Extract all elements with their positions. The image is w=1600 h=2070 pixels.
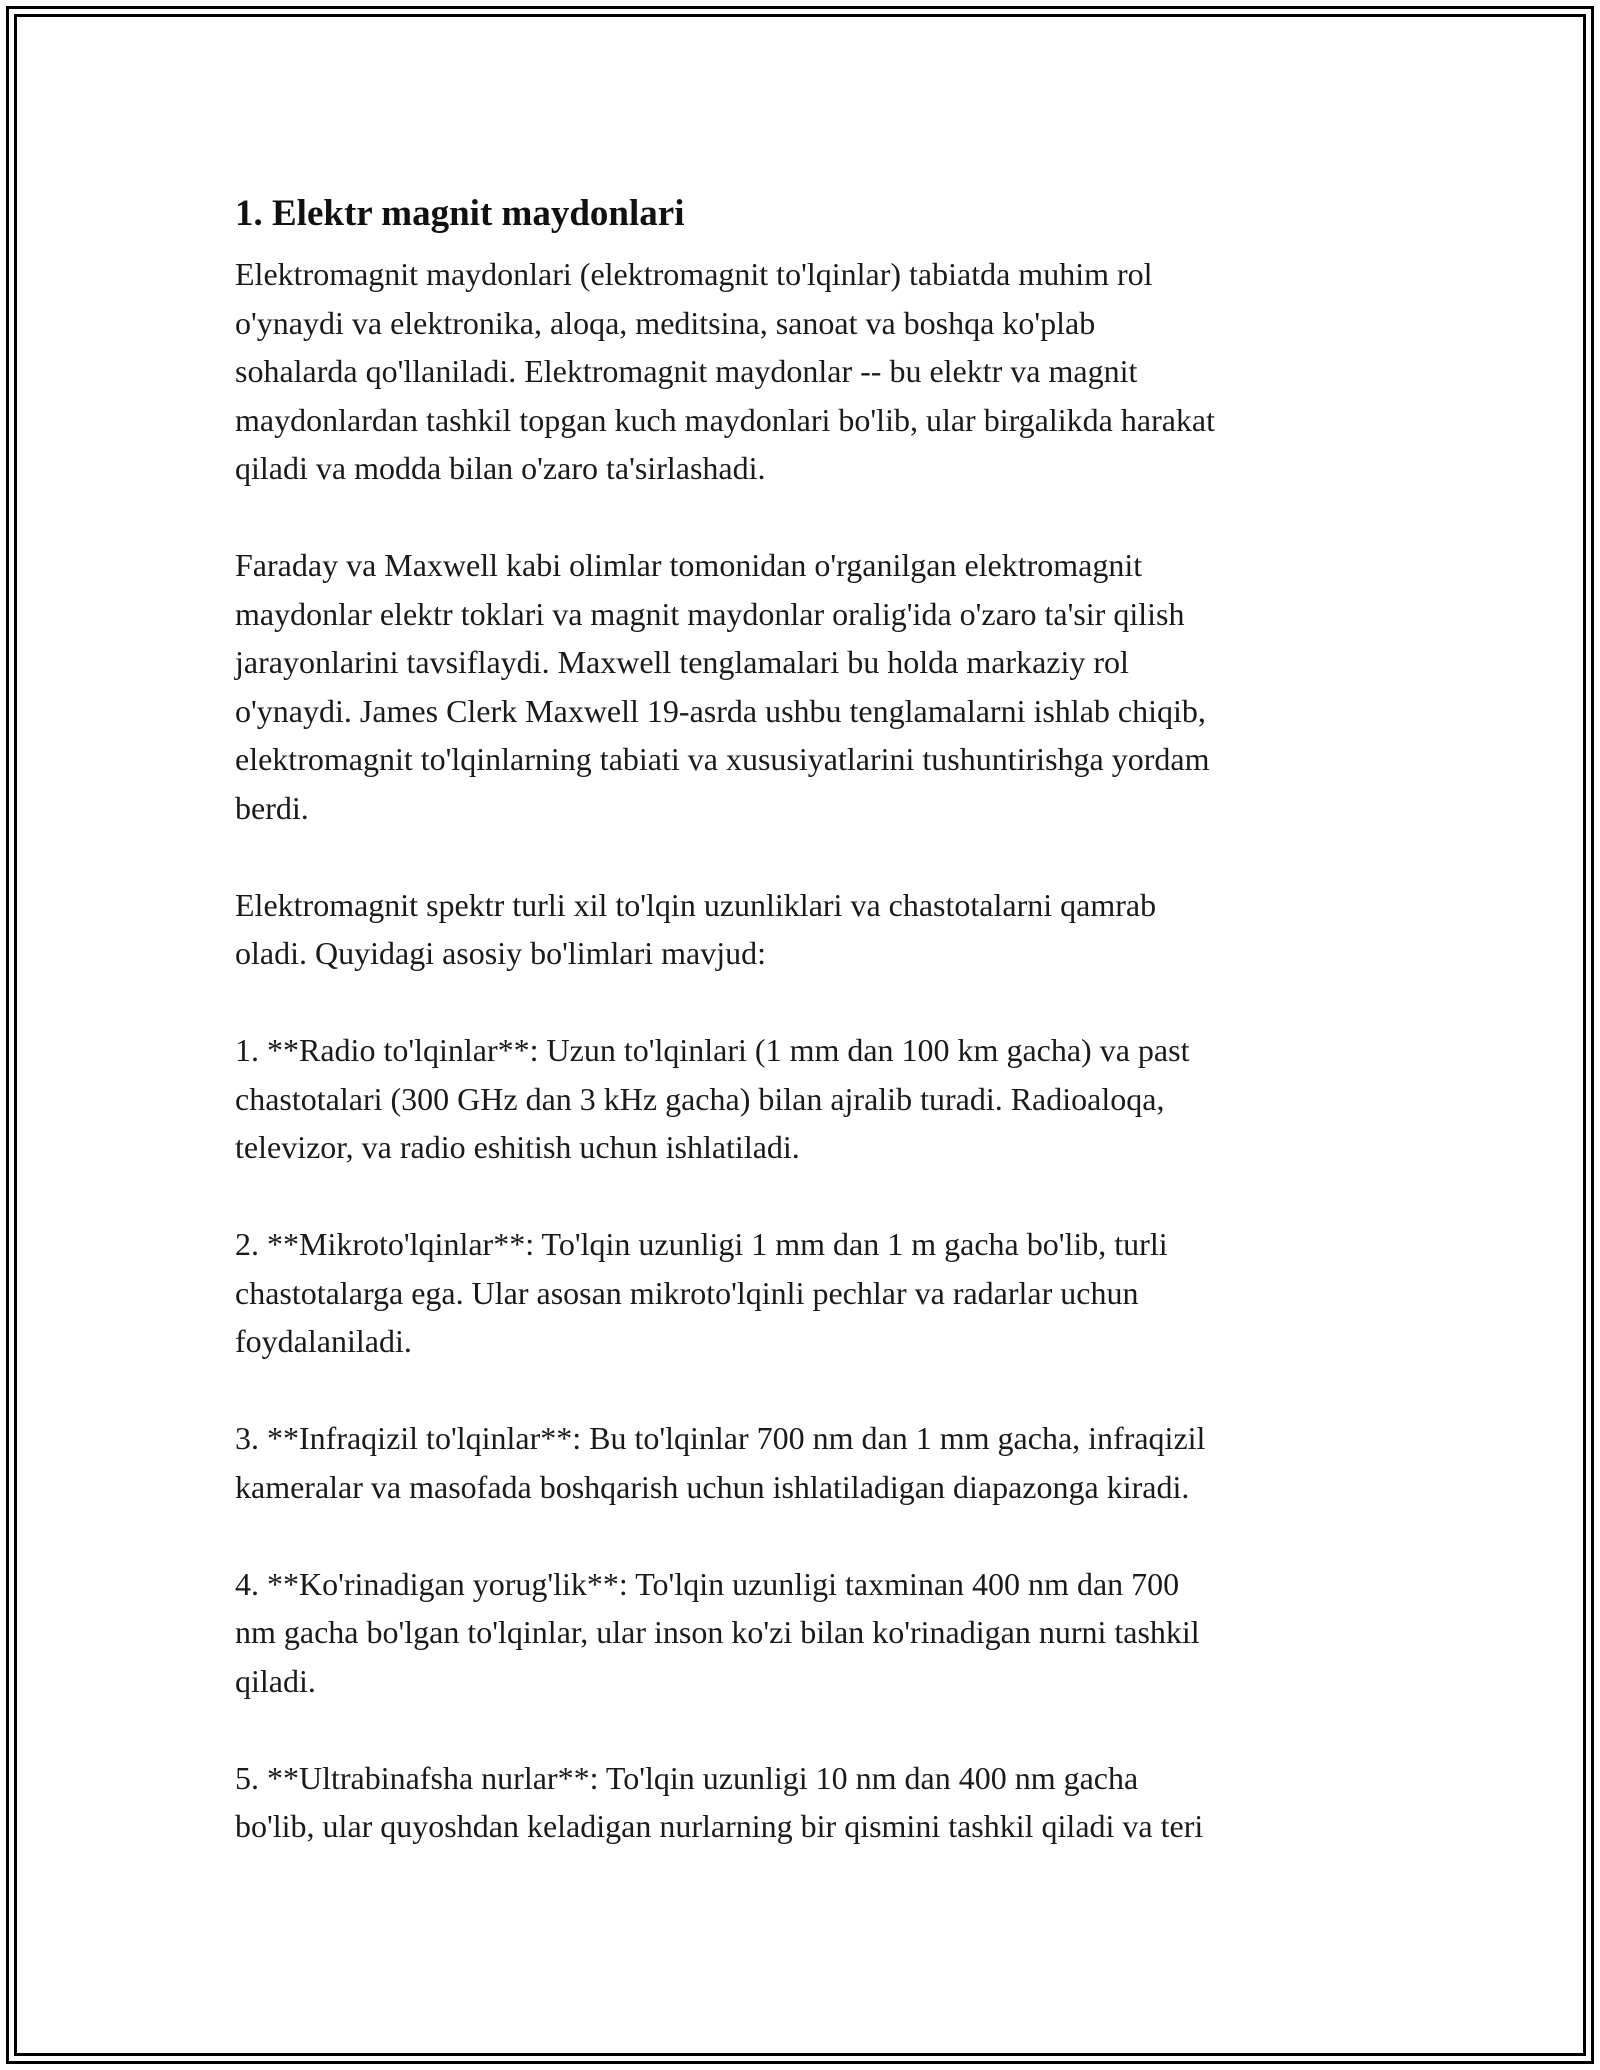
list-item-infrared: 3. **Infraqizil to'lqinlar**: Bu to'lqinlar 700 nm dan 1 mm gacha, infraqizil kameralar va masofada boshqarish uchun ishlatiladigan diapazonga kiradi. [235, 1420, 1206, 1505]
document-body [235, 186, 1375, 1851]
paragraph-spectrum: Elektromagnit spektr turli xil to'lqin uzunliklari va chastotalarni qamrab oladi. Quyidagi asosiy bo'limlari mavjud: [235, 886, 1157, 971]
paragraph-intro: Elektromagnit maydonlari (elektromagnit to'lqinlar) tabiatda muhim rol o'ynaydi va elektronika, aloqa, meditsina, sanoat va boshqa ko'plab sohalarda qo'llaniladi. Elektromagnit maydonlar -- bu elektr va magnit maydonlardan tashkil topgan kuch maydonlari bo'lib, ular birgalikda harakat qiladi va modda bilan o'zaro ta'sirlashadi. [235, 256, 1216, 486]
list-item-microwave: 2. **Mikroto'lqinlar**: To'lqin uzunligi 1 mm dan 1 m gacha bo'lib, turli chastotalarga ega. Ular asosan mikroto'lqinli pechlar va radarlar uchun foydalaniladi. [235, 1226, 1168, 1359]
list-item-ultraviolet: 5. **Ultrabinafsha nurlar**: To'lqin uzunligi 10 nm dan 400 nm gacha bo'lib, ular quyoshdan keladigan nurlarning bir qismini tashkil qiladi va teri [235, 1759, 1204, 1844]
section-heading: 1. Elektr magnit maydonlari [235, 193, 685, 234]
paragraph-maxwell: Faraday va Maxwell kabi olimlar tomonidan o'rganilgan elektromagnit maydonlar elektr toklari va magnit maydonlar oralig'ida o'zaro ta'sir qilish jarayonlarini tavsiflaydi. Maxwell tenglamalari bu holda markaziy rol o'ynaydi. James Clerk Maxwell 19-asrda ushbu tenglamalarni ishlab chiqib, elektromagnit to'lqinlarning tabiati va xususiyatlarini tushuntirishga yordam berdi. [235, 547, 1210, 826]
list-item-visible-light: 4. **Ko'rinadigan yorug'lik**: To'lqin uzunligi taxminan 400 nm dan 700 nm gacha bo'lgan to'lqinlar, ular inson ko'zi bilan ko'rinadigan nurni tashkil qiladi. [235, 1565, 1200, 1699]
list-item-radio: 1. **Radio to'lqinlar**: Uzun to'lqinlari (1 mm dan 100 km gacha) va past chastotalari (300 GHz dan 3 kHz gacha) bilan ajralib turadi. Radioaloqa, televizor, va radio eshitish uchun ishlatiladi. [235, 1032, 1190, 1165]
